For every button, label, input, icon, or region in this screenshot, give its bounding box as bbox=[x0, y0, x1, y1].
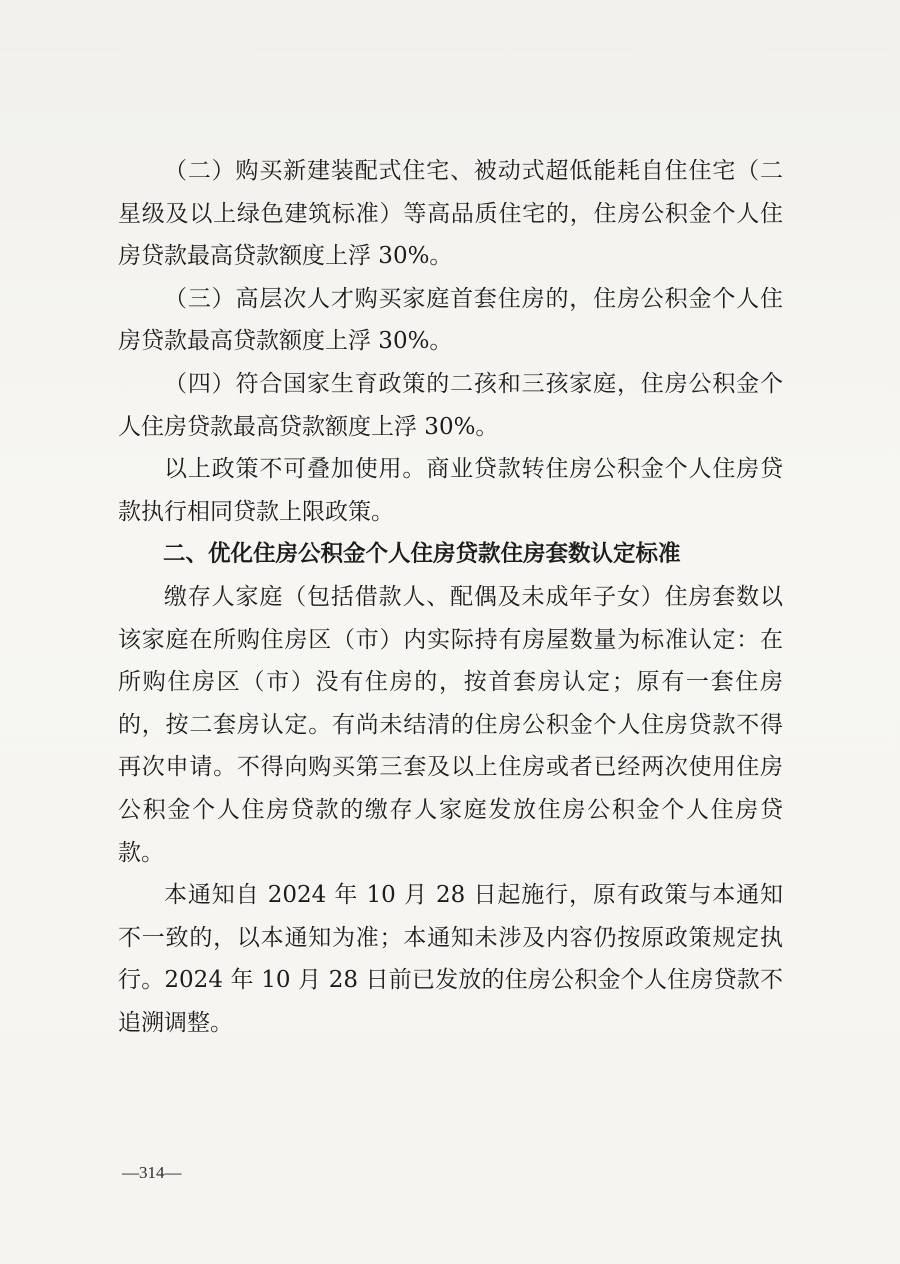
page-number: —314— bbox=[122, 1163, 182, 1182]
paragraph-policy-note: 以上政策不可叠加使用。商业贷款转住房公积金个人住房贷款执行相同贷款上限政策。 bbox=[118, 456, 783, 525]
paragraph-housing-count: 缴存人家庭（包括借款人、配偶及未成年子女）住房套数以该家庭在所购住房区（市）内实际持有房屋数量为标准认定：在所购住房区（市）没有住房的，按首套房认定；原有一套住房的，按二套房认定。有尚未结清的住房公积金个人住房贷款不得再次申请。不得向购买第三套及以上住房或者已经两次使用住房公积金个人住房贷款的缴存人家庭发放住房公积金个人住房贷款。 bbox=[118, 583, 783, 866]
paragraph-item-3: （三）高层次人才购买家庭首套住房的，住房公积金个人住房贷款最高贷款额度上浮 30%。 bbox=[118, 285, 783, 355]
section-heading: 二、优化住房公积金个人住房贷款住房套数认定标准 bbox=[163, 541, 681, 568]
paragraph-item-4: （四）符合国家生育政策的二孩和三孩家庭，住房公积金个人住房贷款最高贷款额度上浮 30%。 bbox=[118, 370, 783, 440]
paragraph-effective-date: 本通知自 2024 年 10 月 28 日起施行，原有政策与本通知不一致的，以本通知为准；本通知未涉及内容仍按原政策规定执行。2024 年 10 月 28 日前已发放的住房公积金个人住房贷款不追溯调整。 bbox=[118, 882, 783, 1036]
document-body bbox=[118, 150, 783, 1044]
paragraph-item-2: （二）购买新建装配式住宅、被动式超低能耗自住住宅（二星级及以上绿色建筑标准）等高品质住宅的，住房公积金个人住房贷款最高贷款额度上浮 30%。 bbox=[118, 158, 783, 270]
